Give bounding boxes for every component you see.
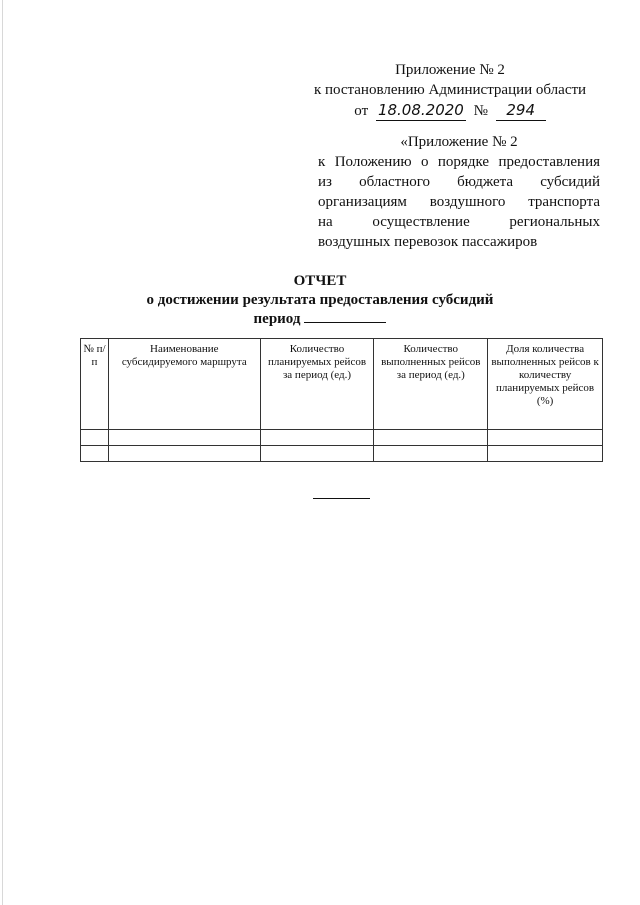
report-heading — [0, 272, 640, 329]
period-blank — [304, 322, 386, 323]
header-cell-planned: Количество планируемых рейсов за период (ед.) — [260, 339, 374, 430]
annex-line: на осуществление региональных — [318, 214, 600, 230]
annex-block — [318, 132, 600, 252]
period-line — [0, 310, 640, 329]
date-number-line — [300, 100, 600, 122]
report-title: ОТЧЕТ — [293, 273, 347, 289]
table-row — [81, 446, 603, 462]
from-label: от — [354, 103, 369, 119]
annex-line: из областного бюджета субсидий — [318, 174, 600, 190]
report-subtitle: о достижении результата предоставления субсидий — [146, 292, 494, 308]
appendix-header — [300, 60, 600, 122]
header-cell-route: Наименование субсидируемого маршрута — [108, 339, 260, 430]
period-label: период — [253, 311, 301, 327]
number-label: № — [473, 103, 488, 119]
annex-line: к Положению о порядке предоставления — [318, 154, 600, 170]
table-cell — [260, 430, 374, 446]
table-cell — [108, 430, 260, 446]
table-cell — [81, 446, 109, 462]
table-cell — [488, 446, 603, 462]
appendix-title: Приложение № 2 — [395, 62, 505, 78]
report-table — [80, 338, 603, 462]
resolution-line: к постановлению Администрации области — [313, 82, 587, 98]
annex-line: воздушных перевозок пассажиров — [318, 234, 538, 250]
end-divider — [313, 498, 370, 499]
table-header-row — [81, 339, 603, 430]
table-cell — [108, 446, 260, 462]
handwritten-date: 18.08.2020 — [376, 100, 466, 121]
table-row — [81, 430, 603, 446]
scan-edge-line — [2, 0, 3, 905]
annex-title: «Приложение № 2 — [400, 134, 518, 150]
table-cell — [260, 446, 374, 462]
table-cell — [81, 430, 109, 446]
table-cell — [488, 430, 603, 446]
table-cell — [374, 446, 488, 462]
header-cell-completed: Количество выполненных рейсов за период (ед.) — [374, 339, 488, 430]
table-cell — [374, 430, 488, 446]
header-cell-share: Доля количества выполненных рейсов к количеству планируемых рейсов (%) — [488, 339, 603, 430]
annex-line: организациям воздушного транспорта — [318, 194, 600, 210]
header-cell-number: № п/п — [81, 339, 109, 430]
handwritten-number: 294 — [496, 100, 546, 121]
